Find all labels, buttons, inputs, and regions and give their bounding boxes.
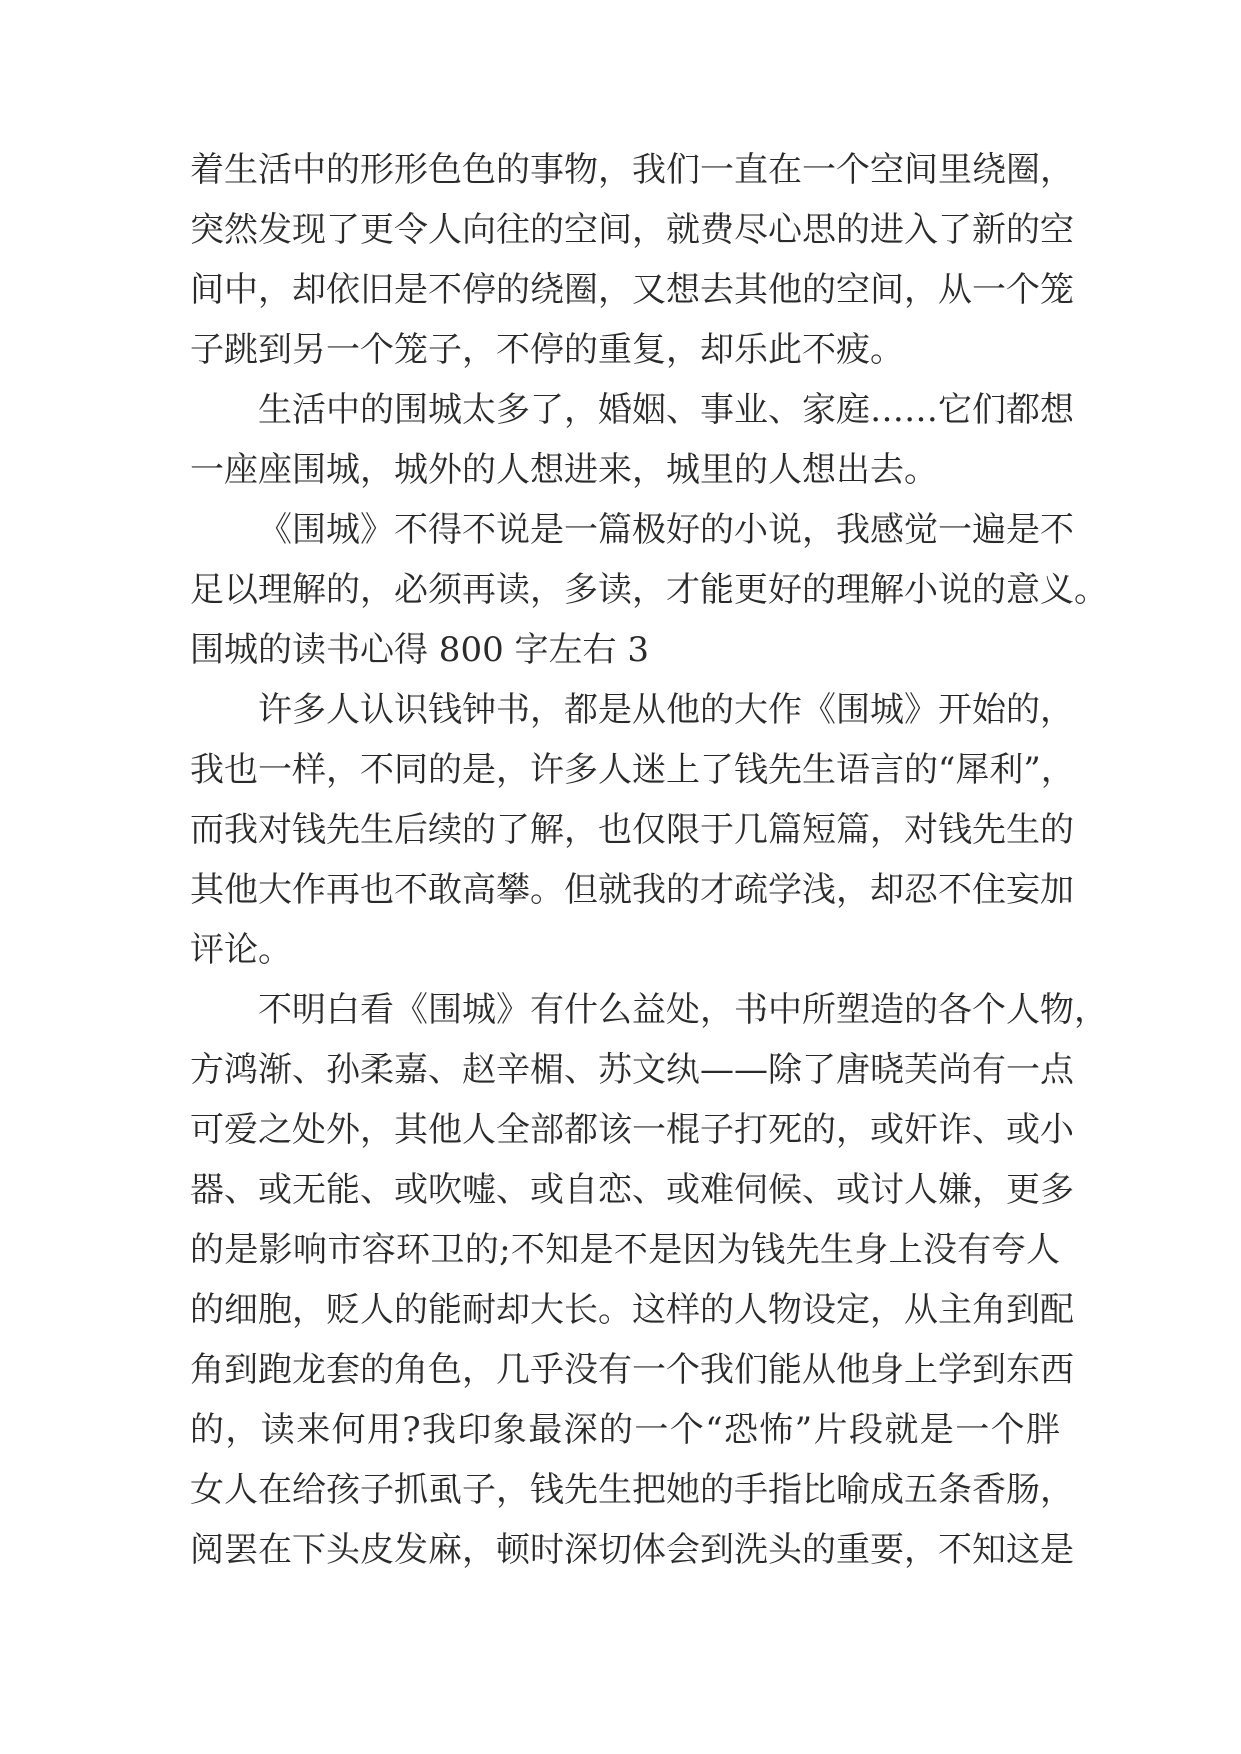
text-line: 而我对钱先生后续的了解，也仅限于几篇短篇，对钱先生的	[190, 810, 1074, 850]
text-line: 角到跑龙套的角色，几乎没有一个我们能从他身上学到东西	[190, 1350, 1074, 1390]
text-line: 器、或无能、或吹嘘、或自恋、或难伺候、或讨人嫌，更多	[190, 1170, 1074, 1210]
text-line: 间中，却依旧是不停的绕圈，又想去其他的空间，从一个笼	[190, 270, 1074, 310]
text-line: 着生活中的形形色色的事物，我们一直在一个空间里绕圈，	[190, 150, 1074, 190]
text-line: 的细胞，贬人的能耐却大长。这样的人物设定，从主角到配	[190, 1290, 1074, 1330]
text-line: 一座座围城，城外的人想进来，城里的人想出去。	[190, 450, 938, 490]
text-line: 不明白看《围城》有什么益处，书中所塑造的各个人物，	[258, 990, 1108, 1030]
text-line: 足以理解的，必须再读，多读，才能更好的理解小说的意义。	[190, 570, 1108, 610]
section-heading: 围城的读书心得 800 字左右 3	[190, 630, 649, 670]
text-line: 方鸿渐、孙柔嘉、赵辛楣、苏文纨——除了唐晓芙尚有一点	[190, 1050, 1074, 1090]
text-line: 突然发现了更令人向往的空间，就费尽心思的进入了新的空	[190, 210, 1074, 250]
text-line: 可爱之处外，其他人全部都该一棍子打死的，或奸诈、或小	[190, 1110, 1074, 1150]
text-line: 女人在给孩子抓虱子，钱先生把她的手指比喻成五条香肠，	[190, 1470, 1074, 1510]
text-line: 我也一样，不同的是，许多人迷上了钱先生语言的“犀利”，	[190, 750, 1075, 790]
text-line: 的，读来何用?我印象最深的一个“恐怖”片段就是一个胖	[190, 1410, 1060, 1450]
text-line: 阅罢在下头皮发麻，顿时深切体会到洗头的重要，不知这是	[190, 1530, 1074, 1570]
text-line: 许多人认识钱钟书，都是从他的大作《围城》开始的，	[258, 690, 1074, 730]
text-line: 生活中的围城太多了，婚姻、事业、家庭……它们都想	[258, 390, 1074, 430]
text-line: 其他大作再也不敢高攀。但就我的才疏学浅，却忍不住妄加	[190, 870, 1074, 910]
text-line: 评论。	[190, 930, 292, 970]
text-line: 的是影响市容环卫的;不知是不是因为钱先生身上没有夸人	[190, 1230, 1060, 1270]
text-line: 《围城》不得不说是一篇极好的小说，我感觉一遍是不	[258, 510, 1074, 550]
body-text	[190, 140, 1108, 1580]
text-line: 子跳到另一个笼子，不停的重复，却乐此不疲。	[190, 330, 904, 370]
